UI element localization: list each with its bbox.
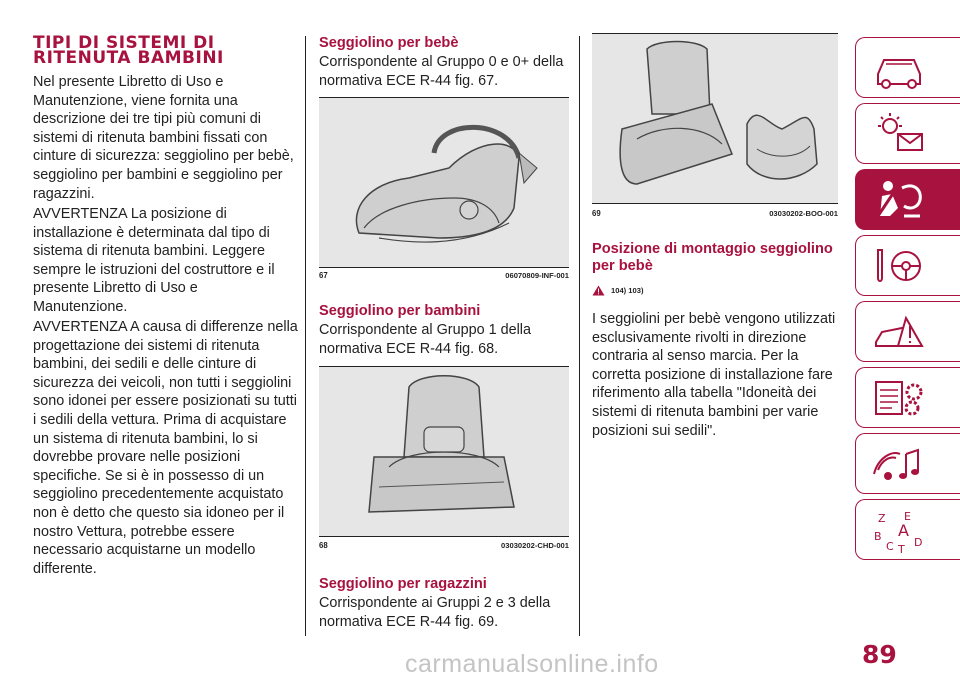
paragraph-ragazzini: Corrispondente ai Gruppi 2 e 3 della normativa ECE R-44 fig. 69.	[319, 595, 551, 630]
figure-67-bottom-rule	[319, 267, 569, 268]
tab-start-drive[interactable]	[855, 235, 960, 296]
warning-lights-icon	[868, 110, 930, 158]
heading-seggiolino-bebe: Seggiolino per bebè	[319, 35, 459, 51]
index-icon	[868, 506, 930, 554]
booster-seat-illustration	[592, 34, 838, 203]
warning-refs-text: 104) 103)	[611, 286, 644, 295]
figure-69-bottom-rule	[592, 203, 838, 204]
paragraph-posizione: I seggiolini per bebè vengono utilizzati esclusivamente rivolti in direzione contraria al senso marcia. Per la corretta posizione di installazione fare riferimento alla tabella "Idoneità dei sistemi di ritenuta bambini per varie posizioni sui sedili".	[592, 311, 836, 439]
tab-emergency[interactable]	[855, 301, 960, 362]
section-title: TIPI DI SISTEMI DI RITENUTA BAMBINI	[33, 33, 224, 68]
warning-paragraph-1: AVVERTENZA La posizione di installazione è determinata dal tipo di sistema di ritenuta bambini. Leggere sempre le istruzioni del costruttore e il presente Libretto di Uso e Manutenzione.	[33, 206, 275, 315]
tab-index[interactable]	[855, 499, 960, 560]
intro-paragraph: Nel presente Libretto di Uso e Manutenzione, viene fornita una descrizione dei tre tipi più comuni di sistemi di ritenuta bambini fissati con cinture di sicurezza: seggiolino per bebè, seggiolino per bambini e seggiolino per ragazzini.	[33, 74, 294, 202]
svg-text:A: A	[898, 520, 909, 540]
start-drive-icon	[868, 242, 930, 290]
tab-multimedia[interactable]	[855, 433, 960, 494]
svg-text:C: C	[886, 539, 894, 553]
car-dashboard-icon	[868, 44, 930, 92]
maintenance-icon	[868, 374, 930, 422]
figure-68-number: 68	[319, 541, 328, 550]
figure-69-number: 69	[592, 209, 601, 218]
figure-68-bottom-rule	[319, 536, 569, 537]
figure-69-booster-seats	[592, 34, 838, 203]
paragraph-bebe: Corrispondente al Gruppo 0 e 0+ della normativa ECE R-44 fig. 67.	[319, 54, 564, 89]
figure-69-code: 03030202-BOO-001	[769, 209, 838, 218]
svg-text:T: T	[898, 542, 905, 554]
heading-posizione-montaggio: Posizione di montaggio seggiolino per bebè	[592, 241, 833, 274]
column-divider-1	[305, 36, 306, 636]
figure-67-code: 06070809-INF-001	[505, 271, 569, 280]
warning-paragraph-2: AVVERTENZA A causa di differenze nella progettazione dei sistemi di ritenuta bambini, dei sedili e delle cinture di sicurezza dei veicoli, non tutti i seggiolini sono idonei per essere posizionati su tutti i sedili della vettura. Prima di acquistare un sistema di ritenuta bambini, lo si dovrebbe provare nelle posizioni specifiche. Se si è in possesso di un seggiolino precedentemente acquistato non è detto che questo sia idoneo per il nostro Vettura, potrebbe essere necessario acquistarne un modello differente.	[33, 319, 298, 577]
tab-warning-lights[interactable]	[855, 103, 960, 164]
safety-airbag-icon	[868, 176, 930, 224]
tab-dashboard[interactable]	[855, 37, 960, 98]
column-divider-2	[579, 36, 580, 636]
page-number: 89	[862, 640, 897, 669]
child-seat-illustration	[319, 367, 569, 536]
figure-68-child-seat	[319, 367, 569, 536]
svg-text:E: E	[904, 509, 911, 523]
figure-67-infant-carrier	[319, 98, 569, 267]
paragraph-bambini: Corrispondente al Gruppo 1 della normativa ECE R-44 fig. 68.	[319, 322, 531, 357]
warning-reference	[592, 285, 644, 296]
heading-seggiolino-bambini: Seggiolino per bambini	[319, 303, 481, 319]
svg-text:Z: Z	[878, 511, 886, 525]
tab-maintenance[interactable]	[855, 367, 960, 428]
warning-triangle-icon	[592, 285, 605, 296]
figure-68-code: 03030202-CHD-001	[501, 541, 569, 550]
emergency-icon	[868, 308, 930, 356]
svg-text:B: B	[874, 529, 882, 543]
watermark: carmanualsonline.info	[405, 650, 659, 678]
multimedia-icon	[868, 440, 930, 488]
svg-text:D: D	[914, 535, 923, 549]
figure-67-number: 67	[319, 271, 328, 280]
heading-seggiolino-ragazzini: Seggiolino per ragazzini	[319, 576, 487, 592]
tab-safety[interactable]	[855, 169, 960, 230]
infant-carrier-illustration	[319, 98, 569, 267]
